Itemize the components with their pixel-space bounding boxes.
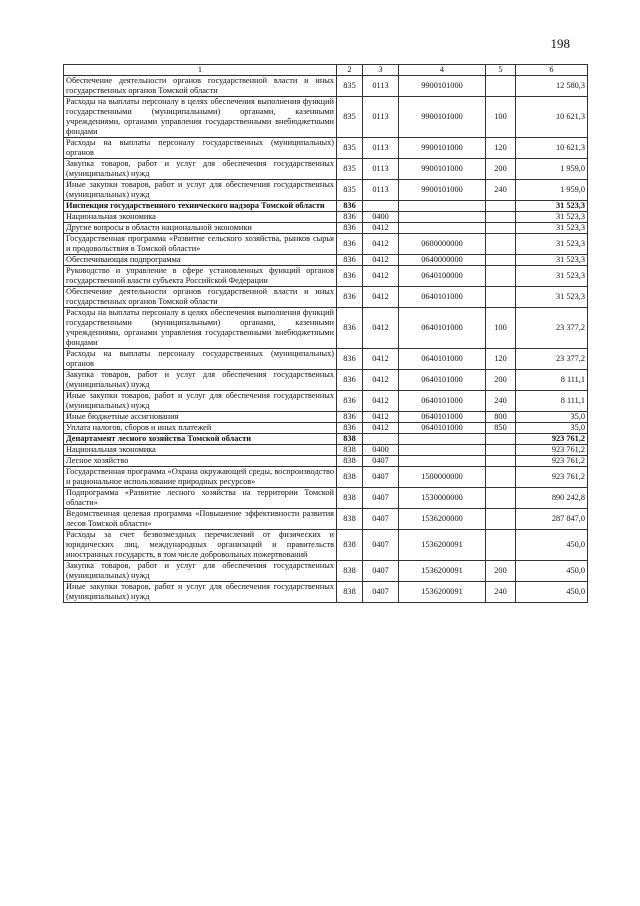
cell-ved: 835 xyxy=(337,180,363,201)
cell-rz: 0400 xyxy=(363,212,399,223)
table-row xyxy=(64,349,588,370)
cell-name: Национальная экономика xyxy=(64,445,337,456)
cell-sum: 23 377,2 xyxy=(516,349,588,370)
cell-rz: 0412 xyxy=(363,308,399,349)
cell-ved: 836 xyxy=(337,370,363,391)
cell-name: Расходы на выплаты персоналу государственных (муниципальных) органов xyxy=(64,138,337,159)
cell-rz: 0113 xyxy=(363,159,399,180)
cell-ved: 838 xyxy=(337,582,363,603)
cell-name: Руководство и управление в сфере установленных функций органов государственной власти субъекта Российской Федерации xyxy=(64,266,337,287)
table-row xyxy=(64,509,588,530)
cell-ved: 836 xyxy=(337,308,363,349)
cell-ved: 836 xyxy=(337,201,363,212)
cell-vr xyxy=(486,509,516,530)
cell-csr: 9900101000 xyxy=(399,97,486,138)
cell-csr: 9900101000 xyxy=(399,76,486,97)
table-row xyxy=(64,212,588,223)
cell-csr: 9900101000 xyxy=(399,159,486,180)
cell-csr: 1536200091 xyxy=(399,561,486,582)
cell-rz: 0113 xyxy=(363,138,399,159)
cell-vr xyxy=(486,266,516,287)
cell-ved: 838 xyxy=(337,456,363,467)
cell-rz: 0412 xyxy=(363,287,399,308)
cell-rz: 0407 xyxy=(363,467,399,488)
cell-ved: 838 xyxy=(337,530,363,561)
cell-vr xyxy=(486,76,516,97)
cell-csr: 0600000000 xyxy=(399,234,486,255)
cell-rz xyxy=(363,434,399,445)
cell-sum: 31 523,3 xyxy=(516,234,588,255)
cell-csr: 0640101000 xyxy=(399,370,486,391)
cell-ved: 838 xyxy=(337,509,363,530)
cell-sum: 923 761,2 xyxy=(516,467,588,488)
cell-vr: 800 xyxy=(486,412,516,423)
table-row xyxy=(64,456,588,467)
cell-name: Иные закупки товаров, работ и услуг для обеспечения государственных (муниципальных) нужд xyxy=(64,582,337,603)
cell-name: Расходы на выплаты персоналу в целях обеспечения выполнения функций государственными (муниципальными) органами, казенными учреждениями, органами управления государственными внебюджетными фондами xyxy=(64,97,337,138)
cell-vr xyxy=(486,456,516,467)
cell-ved: 836 xyxy=(337,234,363,255)
cell-csr: 0640101000 xyxy=(399,391,486,412)
cell-rz: 0412 xyxy=(363,370,399,391)
cell-ved: 836 xyxy=(337,423,363,434)
cell-rz: 0412 xyxy=(363,255,399,266)
cell-ved: 836 xyxy=(337,212,363,223)
cell-sum: 35,0 xyxy=(516,412,588,423)
cell-sum: 35,0 xyxy=(516,423,588,434)
cell-vr xyxy=(486,223,516,234)
cell-rz: 0412 xyxy=(363,412,399,423)
cell-vr: 120 xyxy=(486,349,516,370)
cell-rz: 0412 xyxy=(363,349,399,370)
table-row xyxy=(64,180,588,201)
header-col-vr: 5 xyxy=(486,65,516,76)
cell-sum: 450,0 xyxy=(516,582,588,603)
cell-sum: 31 523,3 xyxy=(516,255,588,266)
cell-vr: 850 xyxy=(486,423,516,434)
cell-rz: 0113 xyxy=(363,180,399,201)
cell-csr: 0640101000 xyxy=(399,287,486,308)
cell-vr: 120 xyxy=(486,138,516,159)
header-col-sum: 6 xyxy=(516,65,588,76)
cell-csr: 1536200091 xyxy=(399,582,486,603)
cell-sum: 10 621,3 xyxy=(516,97,588,138)
header-col-ved: 2 xyxy=(337,65,363,76)
cell-csr xyxy=(399,223,486,234)
budget-table xyxy=(63,64,588,603)
cell-rz: 0412 xyxy=(363,391,399,412)
cell-sum: 23 377,2 xyxy=(516,308,588,349)
table-row xyxy=(64,76,588,97)
cell-csr: 0640101000 xyxy=(399,423,486,434)
header-col-csr: 4 xyxy=(399,65,486,76)
cell-vr: 100 xyxy=(486,308,516,349)
cell-rz: 0407 xyxy=(363,488,399,509)
header-col-name: 1 xyxy=(64,65,337,76)
cell-sum: 890 242,8 xyxy=(516,488,588,509)
cell-ved: 836 xyxy=(337,287,363,308)
cell-csr xyxy=(399,201,486,212)
cell-ved: 838 xyxy=(337,434,363,445)
cell-sum: 10 621,3 xyxy=(516,138,588,159)
cell-ved: 835 xyxy=(337,138,363,159)
cell-name: Закупка товаров, работ и услуг для обеспечения государственных (муниципальных) нужд xyxy=(64,159,337,180)
cell-sum: 923 761,2 xyxy=(516,445,588,456)
cell-sum: 31 523,3 xyxy=(516,223,588,234)
cell-vr xyxy=(486,445,516,456)
cell-vr xyxy=(486,467,516,488)
cell-sum: 450,0 xyxy=(516,561,588,582)
table-row xyxy=(64,308,588,349)
cell-vr: 200 xyxy=(486,561,516,582)
cell-sum: 287 847,0 xyxy=(516,509,588,530)
cell-csr: 1536200091 xyxy=(399,530,486,561)
cell-ved: 835 xyxy=(337,159,363,180)
cell-name: Ведомственная целевая программа «Повышение эффективности развития лесов Томской области» xyxy=(64,509,337,530)
cell-name: Подпрограмма «Развитие лесного хозяйства на территории Томской области» xyxy=(64,488,337,509)
cell-name: Иные закупки товаров, работ и услуг для обеспечения государственных (муниципальных) нужд xyxy=(64,391,337,412)
cell-name: Иные бюджетные ассигнования xyxy=(64,412,337,423)
cell-vr xyxy=(486,212,516,223)
cell-name: Закупка товаров, работ и услуг для обеспечения государственных (муниципальных) нужд xyxy=(64,370,337,391)
cell-sum: 1 959,0 xyxy=(516,180,588,201)
cell-sum: 8 111,1 xyxy=(516,391,588,412)
table-row xyxy=(64,423,588,434)
table-row xyxy=(64,412,588,423)
cell-sum: 12 580,3 xyxy=(516,76,588,97)
cell-name: Обеспечение деятельности органов государственной власти и иных государственных органов Томской области xyxy=(64,76,337,97)
cell-rz: 0412 xyxy=(363,234,399,255)
cell-sum: 8 111,1 xyxy=(516,370,588,391)
cell-csr xyxy=(399,445,486,456)
cell-rz: 0113 xyxy=(363,97,399,138)
cell-csr xyxy=(399,434,486,445)
cell-rz: 0407 xyxy=(363,561,399,582)
cell-ved: 836 xyxy=(337,223,363,234)
cell-name: Закупка товаров, работ и услуг для обеспечения государственных (муниципальных) нужд xyxy=(64,561,337,582)
cell-sum: 923 761,2 xyxy=(516,434,588,445)
cell-vr: 240 xyxy=(486,180,516,201)
cell-csr: 9900101000 xyxy=(399,180,486,201)
cell-vr: 200 xyxy=(486,159,516,180)
table-row xyxy=(64,223,588,234)
cell-name: Иные закупки товаров, работ и услуг для обеспечения государственных (муниципальных) нужд xyxy=(64,180,337,201)
cell-vr xyxy=(486,234,516,255)
table-row xyxy=(64,159,588,180)
cell-name: Обеспечивающая подпрограмма xyxy=(64,255,337,266)
cell-csr: 0640101000 xyxy=(399,349,486,370)
cell-vr xyxy=(486,255,516,266)
table-row xyxy=(64,138,588,159)
header-col-rz: 3 xyxy=(363,65,399,76)
cell-vr xyxy=(486,488,516,509)
cell-name: Расходы за счет безвозмездных перечислений от физических и юридических лиц, международных организаций и правительств иностранных государств, в том числе добровольных пожертвований xyxy=(64,530,337,561)
cell-csr: 1530000000 xyxy=(399,488,486,509)
table-row xyxy=(64,467,588,488)
cell-vr: 100 xyxy=(486,97,516,138)
cell-csr: 0640101000 xyxy=(399,308,486,349)
cell-name: Государственная программа «Развитие сельского хозяйства, рынков сырья и продовольствия в Томской области» xyxy=(64,234,337,255)
cell-vr xyxy=(486,434,516,445)
table-row xyxy=(64,434,588,445)
budget-table-body xyxy=(64,65,588,603)
header-row xyxy=(64,65,588,76)
table-row xyxy=(64,488,588,509)
cell-name: Обеспечение деятельности органов государственной власти и иных государственных органов Томской области xyxy=(64,287,337,308)
cell-vr xyxy=(486,201,516,212)
cell-csr xyxy=(399,212,486,223)
cell-sum: 1 959,0 xyxy=(516,159,588,180)
cell-rz: 0407 xyxy=(363,582,399,603)
cell-ved: 835 xyxy=(337,76,363,97)
cell-ved: 836 xyxy=(337,391,363,412)
cell-name: Инспекция государственного технического надзора Томской области xyxy=(64,201,337,212)
cell-sum: 31 523,3 xyxy=(516,212,588,223)
cell-rz xyxy=(363,201,399,212)
cell-csr: 1536200000 xyxy=(399,509,486,530)
table-row xyxy=(64,370,588,391)
cell-name: Государственная программа «Охрана окружающей среды, воспроизводство и рациональное использование природных ресурсов» xyxy=(64,467,337,488)
cell-name: Национальная экономика xyxy=(64,212,337,223)
cell-ved: 835 xyxy=(337,97,363,138)
cell-rz: 0400 xyxy=(363,445,399,456)
cell-vr xyxy=(486,287,516,308)
table-row xyxy=(64,582,588,603)
cell-ved: 836 xyxy=(337,255,363,266)
cell-csr: 1500000000 xyxy=(399,467,486,488)
cell-rz: 0412 xyxy=(363,223,399,234)
cell-ved: 836 xyxy=(337,266,363,287)
cell-vr xyxy=(486,530,516,561)
cell-ved: 838 xyxy=(337,488,363,509)
table-row xyxy=(64,445,588,456)
cell-rz: 0407 xyxy=(363,456,399,467)
cell-sum: 31 523,3 xyxy=(516,287,588,308)
cell-rz: 0412 xyxy=(363,266,399,287)
cell-sum: 31 523,3 xyxy=(516,266,588,287)
cell-sum: 450,0 xyxy=(516,530,588,561)
cell-name: Департамент лесного хозяйства Томской области xyxy=(64,434,337,445)
cell-ved: 836 xyxy=(337,412,363,423)
cell-rz: 0412 xyxy=(363,423,399,434)
cell-csr: 0640100000 xyxy=(399,266,486,287)
cell-sum: 923 761,2 xyxy=(516,456,588,467)
cell-csr xyxy=(399,456,486,467)
cell-name: Лесное хозяйство xyxy=(64,456,337,467)
cell-rz: 0407 xyxy=(363,530,399,561)
table-row xyxy=(64,255,588,266)
table-row xyxy=(64,561,588,582)
cell-name: Расходы на выплаты персоналу государственных (муниципальных) органов xyxy=(64,349,337,370)
cell-name: Уплата налогов, сборов и иных платежей xyxy=(64,423,337,434)
page-number: 198 xyxy=(550,36,570,51)
cell-vr: 200 xyxy=(486,370,516,391)
cell-csr: 0640101000 xyxy=(399,412,486,423)
cell-ved: 838 xyxy=(337,445,363,456)
table-row xyxy=(64,530,588,561)
cell-sum: 31 523,3 xyxy=(516,201,588,212)
table-row xyxy=(64,201,588,212)
table-row xyxy=(64,234,588,255)
cell-name: Расходы на выплаты персоналу в целях обеспечения выполнения функций государственными (муниципальными) органами, казенными учреждениями, органами управления государственными внебюджетными фондами xyxy=(64,308,337,349)
cell-name: Другие вопросы в области национальной экономики xyxy=(64,223,337,234)
cell-vr: 240 xyxy=(486,391,516,412)
table-row xyxy=(64,266,588,287)
cell-rz: 0407 xyxy=(363,509,399,530)
cell-vr: 240 xyxy=(486,582,516,603)
table-row xyxy=(64,391,588,412)
cell-ved: 838 xyxy=(337,467,363,488)
table-row xyxy=(64,287,588,308)
cell-ved: 836 xyxy=(337,349,363,370)
cell-rz: 0113 xyxy=(363,76,399,97)
cell-csr: 9900101000 xyxy=(399,138,486,159)
cell-ved: 838 xyxy=(337,561,363,582)
cell-csr: 0640000000 xyxy=(399,255,486,266)
table-row xyxy=(64,97,588,138)
